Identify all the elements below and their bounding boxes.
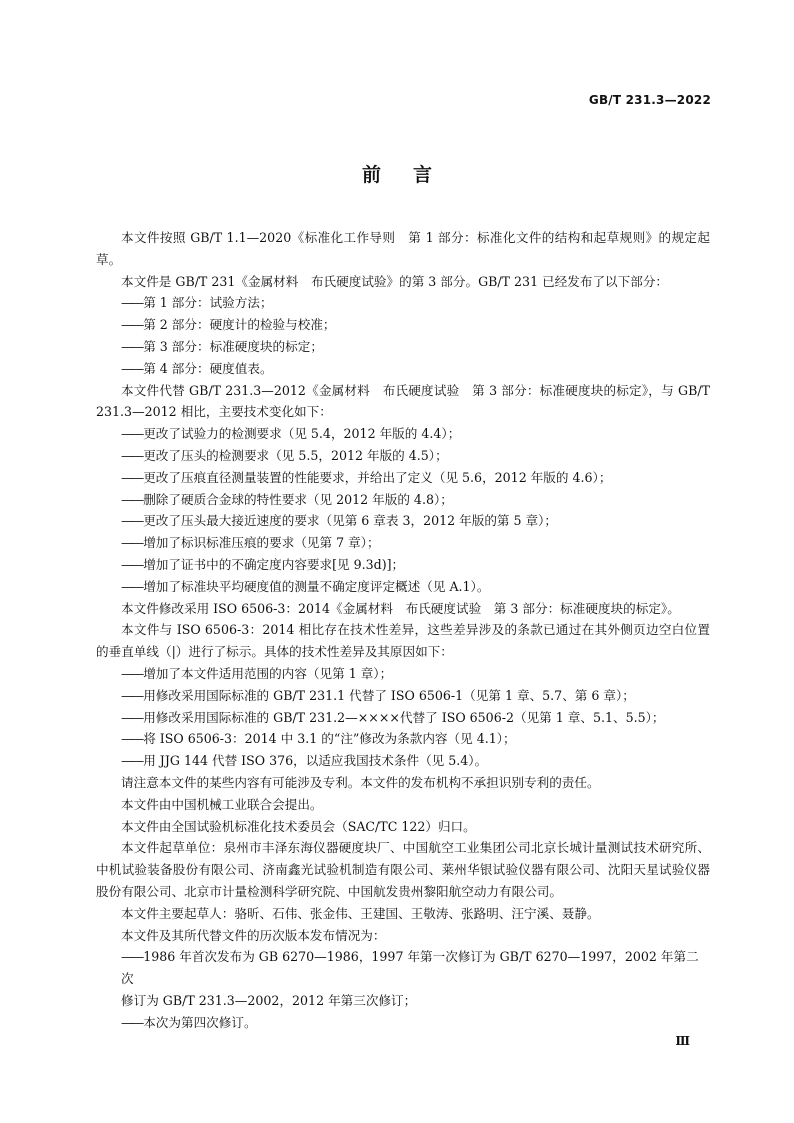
paragraph: 本文件及其所代替文件的历次版本发布情况为： xyxy=(121,927,386,943)
list-item: —— 增加了本文件适用范围的内容（见第 1 章）； xyxy=(96,663,710,685)
list-item: —— 第 4 部分：硬度值表。 xyxy=(96,358,710,380)
standard-number: GB/T 231.3—2022 xyxy=(588,93,711,107)
list-item: —— 增加了标准块平均硬度值的测量不确定度评定概述（见 A.1）。 xyxy=(96,576,710,598)
title-char-1: 前 xyxy=(361,164,381,186)
page-number: Ⅲ xyxy=(675,1034,690,1048)
list-item: —— 增加了证书中的不确定度内容要求[见 9.3d)]； xyxy=(96,554,710,576)
list-item: —— 本次为第四次修订。 xyxy=(96,1012,710,1034)
list-item: —— 增加了标识标准压痕的要求（见第 7 章）； xyxy=(96,532,710,554)
list-item: —— 用修改采用国际标准的 GB/T 231.2—××××代替了 ISO 6506-2（见第 1 章、5.1、5.5）； xyxy=(96,707,710,729)
paragraph: 本文件是 GB/T 231《金属材料 布氏硬度试验》的第 3 部分。GB/T 231 已经发布了以下部分： xyxy=(121,273,669,289)
list-item: —— 用 JJG 144 代替 ISO 376，以适应我国技术条件（见 5.4）。 xyxy=(96,750,710,772)
list-item: —— 用修改采用国际标准的 GB/T 231.1 代替了 ISO 6506-1（见第 1 章、5.7、第 6 章）； xyxy=(96,685,710,707)
list-item: —— 删除了硬质合金球的特性要求（见 2012 年版的 4.8）； xyxy=(96,489,710,511)
list-item: —— 更改了压痕直径测量装置的性能要求，并给出了定义（见 5.6，2012 年版的 4.6）； xyxy=(96,467,710,489)
paragraph: 本文件由全国试验机标准化技术委员会（SAC/TC 122）归口。 xyxy=(121,818,476,834)
paragraph: 本文件主要起草人：骆昕、石伟、张金伟、王建国、王敬涛、张路明、汪宁溪、聂静。 xyxy=(121,905,600,921)
paragraph: 请注意本文件的某些内容有可能涉及专利。本文件的发布机构不承担识别专利的责任。 xyxy=(121,774,600,790)
paragraph: 本文件代替 GB/T 231.3—2012《金属材料 布氏硬度试验 第 3 部分：标准硬度块的标定》，与 GB/T 231.3—2012 相比，主要技术变化如下： xyxy=(96,382,710,420)
paragraph: 本文件与 ISO 6506-3：2014 相比存在技术性差异，这些差异涉及的条款已通过在其外侧页边空白位置的垂直单线（|）进行了标示。具体的技术性差异及其原因如下： xyxy=(96,622,710,660)
list-item: —— 第 1 部分：试验方法； xyxy=(96,292,710,314)
list-item: —— 第 3 部分：标准硬度块的标定； xyxy=(96,336,710,358)
paragraph: 本文件修改采用 ISO 6506-3：2014《金属材料 布氏硬度试验 第 3 部分：标准硬度块的标定》。 xyxy=(121,600,680,616)
paragraph: 本文件由中国机械工业联合会提出。 xyxy=(121,796,323,812)
list-item-continuation: 修订为 GB/T 231.3—2002，2012 年第三次修订； xyxy=(121,992,417,1008)
list-item: —— 将 ISO 6506-3：2014 中 3.1 的“注”修改为条款内容（见 4.1）； xyxy=(96,728,710,750)
list-item: —— 更改了压头最大接近速度的要求（见第 6 章表 3，2012 年版的第 5 章）； xyxy=(96,510,710,532)
list-item: —— 1986 年首次发布为 GB 6270—1986，1997 年第一次修订为 GB/T 6270—1997，2002 年第二次 xyxy=(96,946,710,990)
title-char-2: 言 xyxy=(413,164,433,186)
list-item: —— 更改了压头的检测要求（见 5.5，2012 年版的 4.5）； xyxy=(96,445,710,467)
paragraph: 本文件起草单位：泉州市丰泽东海仪器硬度块厂、中国航空工业集团公司北京长城计量测试技术研究所、中机试验装备股份有限公司、济南鑫光试验机制造有限公司、莱州华银试验仪器有限公司、沈阳天星试验仪器股份有限公司、北京市计量检测科学研究院、中国航发贵州黎阳航空动力有限公司。 xyxy=(96,840,710,899)
list-item: —— 更改了试验力的检测要求（见 5.4，2012 年版的 4.4）； xyxy=(96,423,710,445)
foreword-body xyxy=(96,227,710,1033)
paragraph: 本文件按照 GB/T 1.1—2020《标准化工作导则 第 1 部分：标准化文件的结构和起草规则》的规定起草。 xyxy=(96,230,710,267)
list-item: —— 第 2 部分：硬度计的检验与校准； xyxy=(96,314,710,336)
page-title xyxy=(0,160,794,187)
